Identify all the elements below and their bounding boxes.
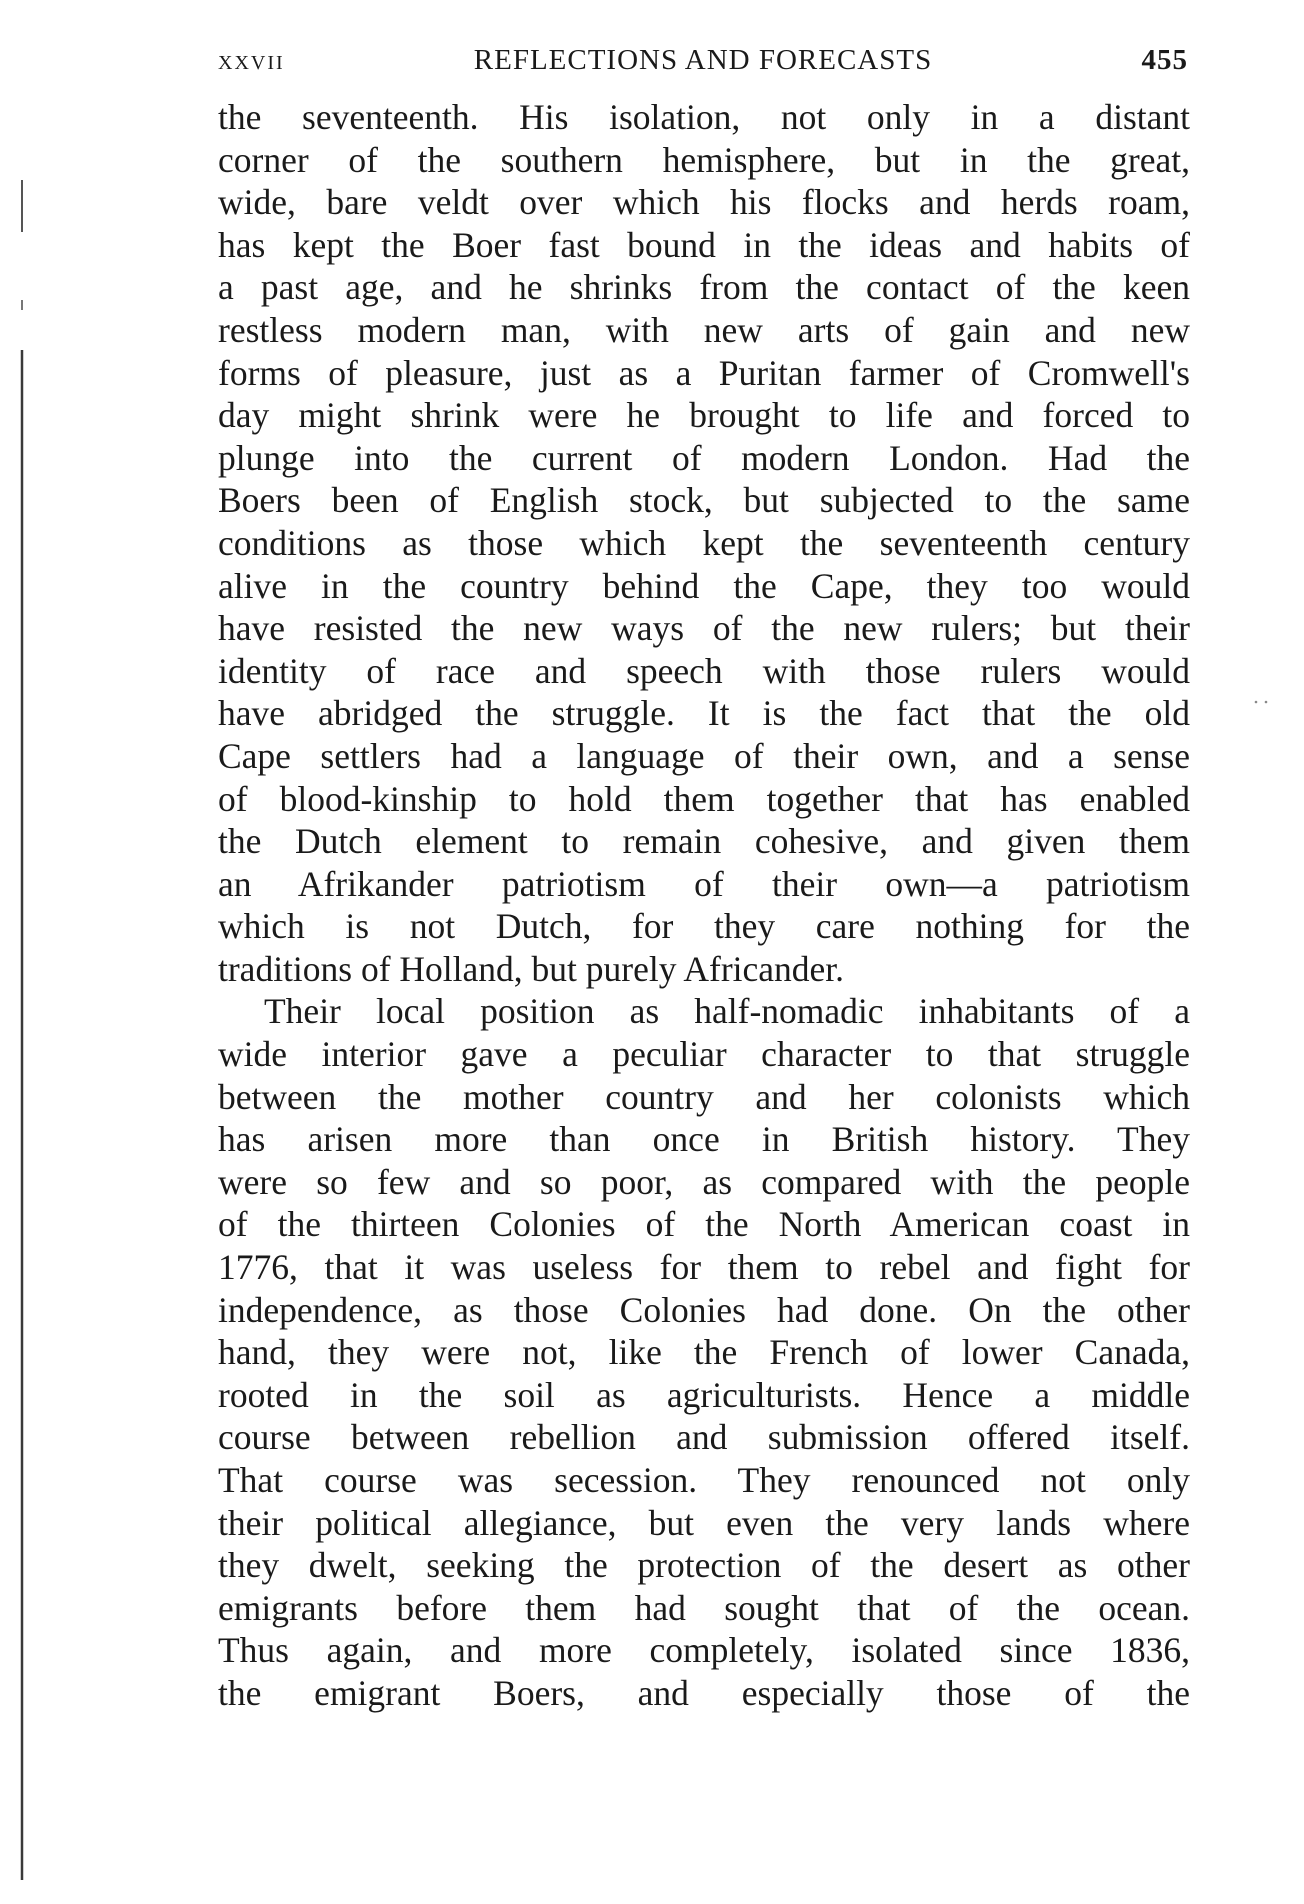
text-line: Boers been of English stock, but subjected to the same	[218, 480, 1190, 521]
text-line: between the mother country and her colonists which	[218, 1076, 1190, 1117]
text-line: plunge into the current of modern London. Had the	[218, 437, 1190, 478]
page-number: 455	[1141, 44, 1188, 76]
text-line: they dwelt, seeking the protection of the desert as other	[218, 1545, 1190, 1586]
text-line: wide interior gave a peculiar character to that struggle	[218, 1034, 1190, 1075]
body-text	[218, 96, 1190, 1715]
chapter-number: xxvii	[218, 44, 285, 76]
text-line: identity of race and speech with those rulers would	[218, 650, 1190, 691]
text-line: wide, bare veldt over which his flocks and herds roam,	[218, 182, 1190, 223]
text-line: a past age, and he shrinks from the contact of the keen	[218, 267, 1190, 308]
text-line: day might shrink were he brought to life and forced to	[218, 395, 1190, 436]
text-line: Cape settlers had a language of their own, and a sense	[218, 735, 1190, 776]
text-line: That course was secession. They renounced not only	[218, 1460, 1190, 1500]
text-line: were so few and so poor, as compared with the people	[218, 1161, 1190, 1202]
text-line: independence, as those Colonies had done. On the other	[218, 1289, 1190, 1330]
text-line: has kept the Boer fast bound in the ideas and habits of	[218, 224, 1190, 265]
text-line: of the thirteen Colonies of the North American coast in	[218, 1204, 1190, 1245]
text-line: 1776, that it was useless for them to rebel and fight for	[218, 1247, 1190, 1288]
text-line: forms of pleasure, just as a Puritan farmer of Cromwell's	[218, 352, 1190, 393]
running-title: REFLECTIONS AND FORECASTS	[473, 44, 933, 76]
text-line: Thus again, and more completely, isolated since 1836,	[218, 1630, 1190, 1671]
text-line: have abridged the struggle. It is the fact that the old	[218, 693, 1190, 734]
text-line: emigrants before them had sought that of the ocean.	[218, 1587, 1190, 1628]
text-line: the seventeenth. His isolation, not only in a distant	[218, 97, 1190, 137]
text-line: the Dutch element to remain cohesive, and given them	[218, 821, 1190, 862]
text-line: of blood-kinship to hold them together that has enabled	[218, 778, 1190, 819]
paragraph-start-line: Their local position as half-nomadic inhabitants of a	[264, 991, 1190, 1032]
text-line: restless modern man, with new arts of gain and new	[218, 309, 1190, 350]
text-line: has arisen more than once in British history. They	[218, 1119, 1190, 1160]
text-line: hand, they were not, like the French of lower Canada,	[218, 1332, 1190, 1373]
running-head	[218, 42, 1188, 78]
text-line: the emigrant Boers, and especially those of the	[218, 1672, 1190, 1713]
text-line: rooted in the soil as agriculturists. Hence a middle	[218, 1374, 1190, 1415]
text-line: course between rebellion and submission offered itself.	[218, 1417, 1190, 1458]
paragraph-end-line: traditions of Holland, but purely Africander.	[218, 948, 845, 989]
text-line: which is not Dutch, for they care nothing for the	[218, 906, 1190, 947]
text-line: conditions as those which kept the seventeenth century	[218, 522, 1190, 563]
text-line: alive in the country behind the Cape, they too would	[218, 565, 1190, 606]
text-line: corner of the southern hemisphere, but in the great,	[218, 139, 1190, 180]
text-line: their political allegiance, but even the very lands where	[218, 1502, 1190, 1543]
text-line: an Afrikander patriotism of their own—a patriotism	[218, 863, 1190, 904]
text-line: have resisted the new ways of the new rulers; but their	[218, 608, 1190, 649]
